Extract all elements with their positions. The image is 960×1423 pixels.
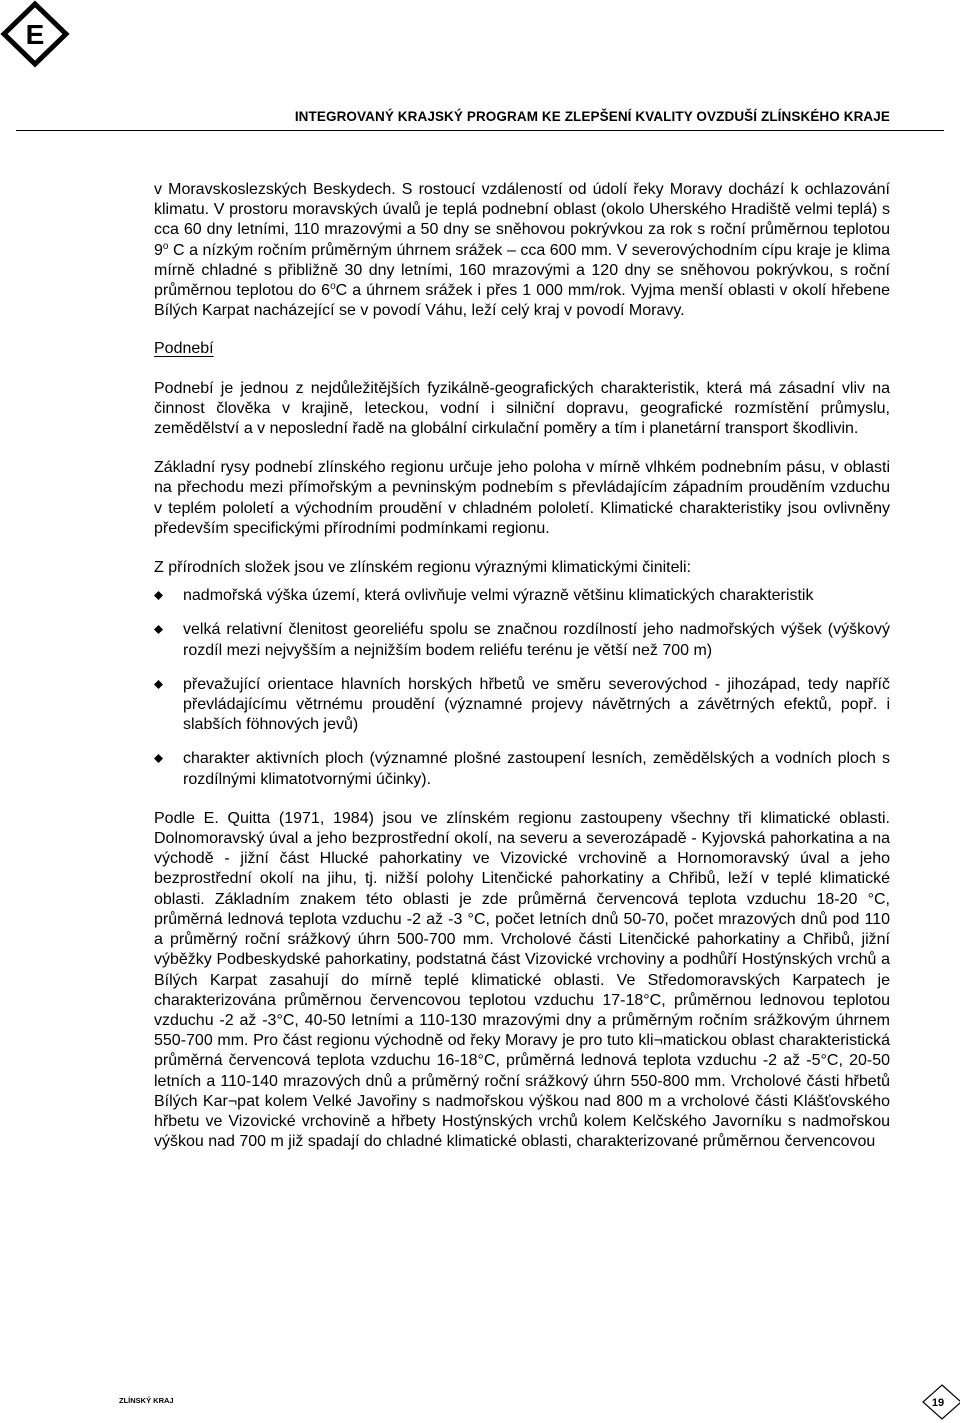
company-logo-icon (0, 0, 70, 70)
paragraph-cinitele-intro: Z přírodních složek jsou ve zlínském regionu výraznými klimatickými činiteli: (154, 559, 692, 577)
document-header-title: INTEGROVANÝ KRAJSKÝ PROGRAM KE ZLEPŠENÍ KVALITY OVZDUŠÍ ZLÍNSKÉHO KRAJE (294, 109, 890, 124)
list-item: převažující orientace hlavních horských hřbetů ve směru severovýchod - jihozápad, tedy napříč převládajícímu větrnému proudění (významné projevy návětrných a závětrných efektů, popř. i slabších föhnových jevů) (154, 675, 890, 736)
paragraph-quitt-classification: Podle E. Quitta (1971, 1984) jsou ve zlínském regionu zastoupeny všechny tři klimatické oblasti. Dolnomoravský úval a jeho bezprostřední okolí, na severu a severozápadě - Kyjovská pahorkatina a na východě - jižní část Hlucké pahorkatiny ve Vizovické vrchovině a Hornomoravský úval a jeho bezprostřední okolí na jihu, tj. nižší polohy Litenčické pahorkatiny a Chřibů, leží v teplé klimatické oblasti. Základním znakem této oblasti je zde průměrná červencová teplota vzduchu 18-20 °C, průměrná lednová teplota vzduchu -2 až -3 °C, počet letních dnů 50-70, počet mrazových dnů pod 110 a průměrný roční srážkový úhrn 500-700 mm. Vrcholové části Litenčické pahorkatiny a Chřibů, jižní výběžky Podbeskydské pahorkatiny, podstatná část Vizovické vrchoviny a podhůří Hostýnských vrchů a Bílých Karpat zasahují do mírně teplé klimatické oblasti. Ve Středomoravských Karpatech je charakterizována průměrnou červencovou teplotou vzduchu 17-18°C, průměrnou lednovou teplotou vzduchu -2 až -3°C, 40-50 letními a 110-130 mrazovými dny a průměrným ročním srážkovým úhrnem 550-700 mm. Pro část regionu východně od řeky Moravy je pro tuto kli¬matickou oblast charakteristická průměrná červencová teplota vzduchu 16-18°C, průměrná lednová teplota vzduchu -2 až -5°C, 20-50 letních a 110-140 mrazových dnů a průměrný roční srážkový úhrn 550-800 mm. Vrcholové části hřbetů Bílých Kar¬pat kolem Velké Javořiny s nadmořskou výškou nad 800 m a vrcholové části Klášťovského hřbetu ve Vizovické vrchovině a hřbety Hostýnských vrchů kolem Kelčského Javorníku s nadmořskou výškou nad 700 m již spadají do chladné klimatické oblasti, charakterizované průměrnou červencovou (154, 809, 890, 1151)
diamond-bullet-icon (154, 591, 163, 600)
logo-letter: E (25, 19, 45, 50)
footer-region-label: ZLÍNSKÝ KRAJ (119, 1396, 174, 1405)
diamond-bullet-icon (154, 754, 163, 763)
section-heading: Podnebí (154, 340, 214, 358)
list-item: velká relativní členitost georeliéfu spolu se značnou rozdílností jeho nadmořských výšek (výškový rozdíl mezi nejvyšším a nejnižším bodem reliéfu terénu je větší než 700 m) (154, 620, 890, 660)
list-item: nadmořská výška území, která ovlivňuje velmi výrazně většinu klimatických charakteristik (154, 586, 890, 606)
page-number: 19 (931, 1397, 945, 1409)
paragraph-zakladni-rysy: Základní rysy podnebí zlínského regionu určuje jeho poloha v mírně vlhkém podnebním pásu, v oblasti na přechodu mezi přímořským a pevninským podnebím s převládajícím západním prouděním vzduchu v teplém pololetí a východním proudění v chladném pololetí. Klimatické charakteristiky jsou ovlivněny především specifickými přírodními podmínkami regionu. (154, 459, 890, 537)
intro-paragraph: v Moravskoslezských Beskydech. S rostoucí vzdáleností od údolí řeky Moravy dochází k ochlazování klimatu. V prostoru moravských úvalů je teplá podnební oblast (okolo Uherského Hradiště velmi teplá) s cca 60 dny letními, 110 mrazovými a 50 dny se sněhovou pokrývkou za rok s roční průměrnou teplotou 9$^o$ C a nízkým ročním průměrným úhrnem srážek – cca 600 mm. V severovýchodním cípu kraje je klima mírně chladné s přibližně 30 dny letními, 160 mrazovými a 120 dny se sněhovou pokrývkou, s roční průměrnou teplotou do 6$^o$C a úhrnem srážek i přes 1 000 mm/rok. Vyjma menší oblasti v okolí hřebene Bílých Karpat nacházející se v povodí Váhu, leží celý kraj v povodí Moravy. (154, 181, 891, 320)
document-body (154, 180, 890, 1152)
paragraph-podnebi: Podnebí je jednou z nejdůležitějších fyzikálně-geografických charakteristik, která má zásadní vliv na činnost člověka v krajině, leteckou, vodní i silniční dopravu, geografické rozmístění průmyslu, zemědělství a v neposlední řadě na globální cirkulační poměry a tím i planetární transport škodlivin. (154, 379, 890, 438)
diamond-bullet-icon (154, 625, 163, 634)
list-item: charakter aktivních ploch (významné plošné zastoupení lesních, zemědělských a vodních ploch s rozdílnými klimatotvornými účinky). (154, 749, 890, 789)
factor-list (154, 586, 890, 790)
diamond-bullet-icon (154, 680, 163, 689)
header-divider (16, 130, 944, 131)
